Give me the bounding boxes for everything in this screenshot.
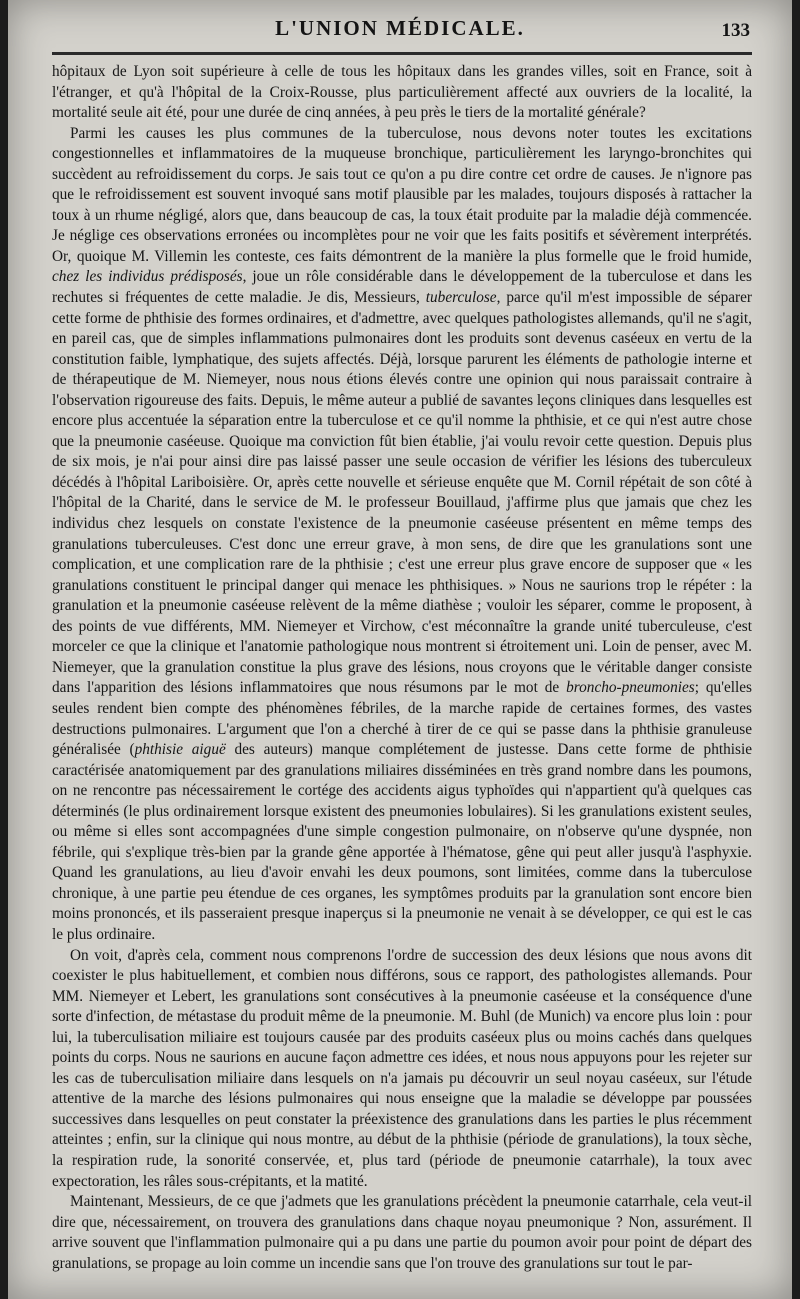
paragraph-text: , parce qu'il m'est impossible de séparer cette forme de phthisie des formes ordinaires, et d'admettre, avec quelques pathologistes allemands, qu'il ne s'agit, en pareil cas, que de simples inflammations pulmonaires dont les produits sont devenus caséeux en vertu de la constitution faible, lymphatique, des sujets affectés. Déjà, lorsque parurent les éléments de pathologie interne et de thérapeutique de M. Niemeyer, nous nous étions élevés contre une opinion qui nous paraissait contraire à l'observation rigoureuse des faits. Depuis, le même auteur a publié de savantes leçons cliniques dans lesquelles est encore plus accentuée la séparation entre la tuberculose et ce qu'il nomme la phthisie, et ce qui n'est autre chose que la pneumonie caséeuse. Quoique ma conviction fût bien établie, j'ai voulu revoir cette question. Depuis plus de six mois, je n'ai pour ainsi dire pas laissé passer une seule occasion de vérifier les lésions des tuberculeux décédés à l'hôpital Lariboisière. Or, après cette nouvelle et sérieuse enquête que M. Cornil répétait de son côté à l'hôpital de la Charité, dans le service de M. le professeur Bouillaud, j'affirme plus que jamais que chez les individus chez lesquels on constate l'existence de la pneumonie caséeuse présentent en même temps des granulations tuberculeuses. C'est donc une erreur grave, à mon sens, de dire que les granulations sont une complication, et une complication rare de la phthisie ; c'est une erreur plus grave encore de supposer que « les granulations constituent le principal danger qui menace les phthisiques. » Nous ne saurions trop le répéter : la granulation et la pneumonie caséeuse relèvent de la même diathèse ; vouloir les séparer, comme le proposent, à des points de vue différents, MM. Niemeyer et Virchow, c'est méconnaître la grande unité tuberculeuse, c'est morceler ce que la clinique et l'anatomie pathologique nous montrent si étroitement uni. Loin de penser, avec M. Niemeyer, que la granulation constitue la plus grave des lésions, nous croyons que le véritable danger consiste dans l'apparition des lésions inflammatoires que nous résumons par le mot de xyxy=(52,289,753,697)
italic-phrase: chez les individus prédisposés xyxy=(52,268,243,286)
paragraph-text: , joue un rôle considérable dans le développement de la tuberculose et dans les rechutes si fréquentes de cette maladie. Je dis, Messieurs, xyxy=(52,268,753,307)
paragraph-text: Maintenant, Messieurs, de ce que j'admets que les granulations précèdent la pneumonie catarrhale, cela veut-il dire que, nécessairement, on trouvera des granulations dans chaque noyau pneumonique ? Non, assurément. Il arrive souvent que l'inflammation pulmonaire qui a pu dans une partie du poumon avoir pour point de départ des granulations, se propage au loin comme un incendie sans que l'on trouve des granulations sur tout le par- xyxy=(52,1193,752,1272)
paragraph-text: ; qu'elles seules rendent bien compte des phénomènes fébriles, de la marche rapide de certaines formes, des vastes destructions pulmonaires. L'argument que l'on a cherché à tirer de ce qui se passe dans la phthisie granuleuse généralisée ( xyxy=(52,679,752,759)
italic-phrase: broncho-pneumonies xyxy=(566,679,695,697)
header-rule xyxy=(52,52,752,55)
body-text xyxy=(52,62,752,1274)
paragraph-2 xyxy=(52,124,752,946)
paragraph-text: hôpitaux de Lyon soit supérieure à celle de tous les hôpitaux dans les grandes villes, soit en France, soit à l'étranger, et qu'à l'hôpital de la Croix-Rousse, plus particulièrement affecté aux ouvriers de la localité, la mortalité seule ait été, pour une durée de cinq années, à peu près le tiers de la mortalité générale? xyxy=(52,63,752,122)
italic-phrase: phthisie aiguë xyxy=(134,741,226,759)
paragraph-4 xyxy=(52,1192,752,1274)
paragraph-1 xyxy=(52,62,752,124)
paragraph-text: Parmi les causes les plus communes de la tuberculose, nous devons noter toutes les excitations congestionnelles et inflammatoires de la muqueuse bronchique, particulièrement les laryngo-bronchites qui succèdent au refroidissement du corps. Je sais tout ce qu'on a pu dire contre cet ordre de causes. Je n'ignore pas que le refroidissement est souvent invoqué sans motif plausible par les malades, toujours disposés à rattacher la toux à un rhume négligé, alors que, dans beaucoup de cas, la toux était produite par la maladie déjà commencée. Je néglige ces observations erronées ou incomplètes pour ne voir que les faits positifs et sévèrement interprétés. Or, quoique M. Villemin les conteste, ces faits démontrent de la manière la plus formelle que le froid humide, xyxy=(52,124,752,265)
paragraph-text: On voit, d'après cela, comment nous comprenons l'ordre de succession des deux lésions que nous avons dit coexister le plus habituellement, et combien nous différons, sous ce rapport, des pathologistes allemands. Pour MM. Niemeyer et Lebert, les granulations sont consécutives à la pneumonie caséeuse et la conséquence d'une sorte d'infection, de métastase du produit même de la pneumonie. M. Buhl (de Munich) va encore plus loin : pour lui, la tuberculisation miliaire est toujours causée par des produits caséeux plus ou moins cachés dans quelques points du corps. Nous ne saurions en aucune façon admettre ces idées, et nous nous appuyons pour les rejeter sur les cas de tuberculisation miliaire dans lesquels on n'a jamais pu découvrir un seul noyau caséeux, sur l'étude attentive de la marche des lésions pulmonaires qui nous enseigne que la maladie se développe par poussées successives dans lesquelles on peut constater la préexistence des granulations dans les parties le plus récemment atteintes ; enfin, sur la clinique qui nous montre, au début de la phthisie (période de granulations), la toux sèche, la respiration rude, la sonorité conservée, et, plus tard (période de pneumonie catarrhale), la toux avec expectoration, les râles sous-crépitants, et la matité. xyxy=(52,946,752,1190)
paragraph-text: des auteurs) manque complétement de justesse. Dans cette forme de phthisie caractérisée anatomiquement par des granulations miliaires disséminées en très grand nombre dans les poumons, on ne rencontre pas nécessairement le cortége des accidents aigus typhoïdes qui n'appartient qu'à quelques cas déterminés (le plus ordinairement lorsque existent des pneumonies lobulaires). Si les granulations existent seules, ou même si elles sont accompagnées d'une simple congestion pulmonaire, on n'observe qu'une dyspnée, non fébrile, qui s'explique très-bien par la grande gêne apportée à l'hématose, gêne qui peut aller jusqu'à l'asphyxie. Quand les granulations, au lieu d'avoir envahi les deux poumons, sont limitées, comme dans la tuberculose chronique, à une partie peu étendue de ces organes, les symptômes produits par la granulation sont encore bien moins prononcés, et ils passeraient presque inaperçus si la pneumonie ne venait à se développer, ce qui est le cas le plus ordinaire. xyxy=(52,741,752,943)
paragraph-3 xyxy=(52,946,752,1193)
page-header xyxy=(8,14,792,50)
running-title: L'UNION MÉDICALE. xyxy=(275,16,525,40)
italic-phrase: tuberculose xyxy=(425,289,497,307)
document-page xyxy=(8,0,792,1299)
page-number: 133 xyxy=(721,20,750,41)
